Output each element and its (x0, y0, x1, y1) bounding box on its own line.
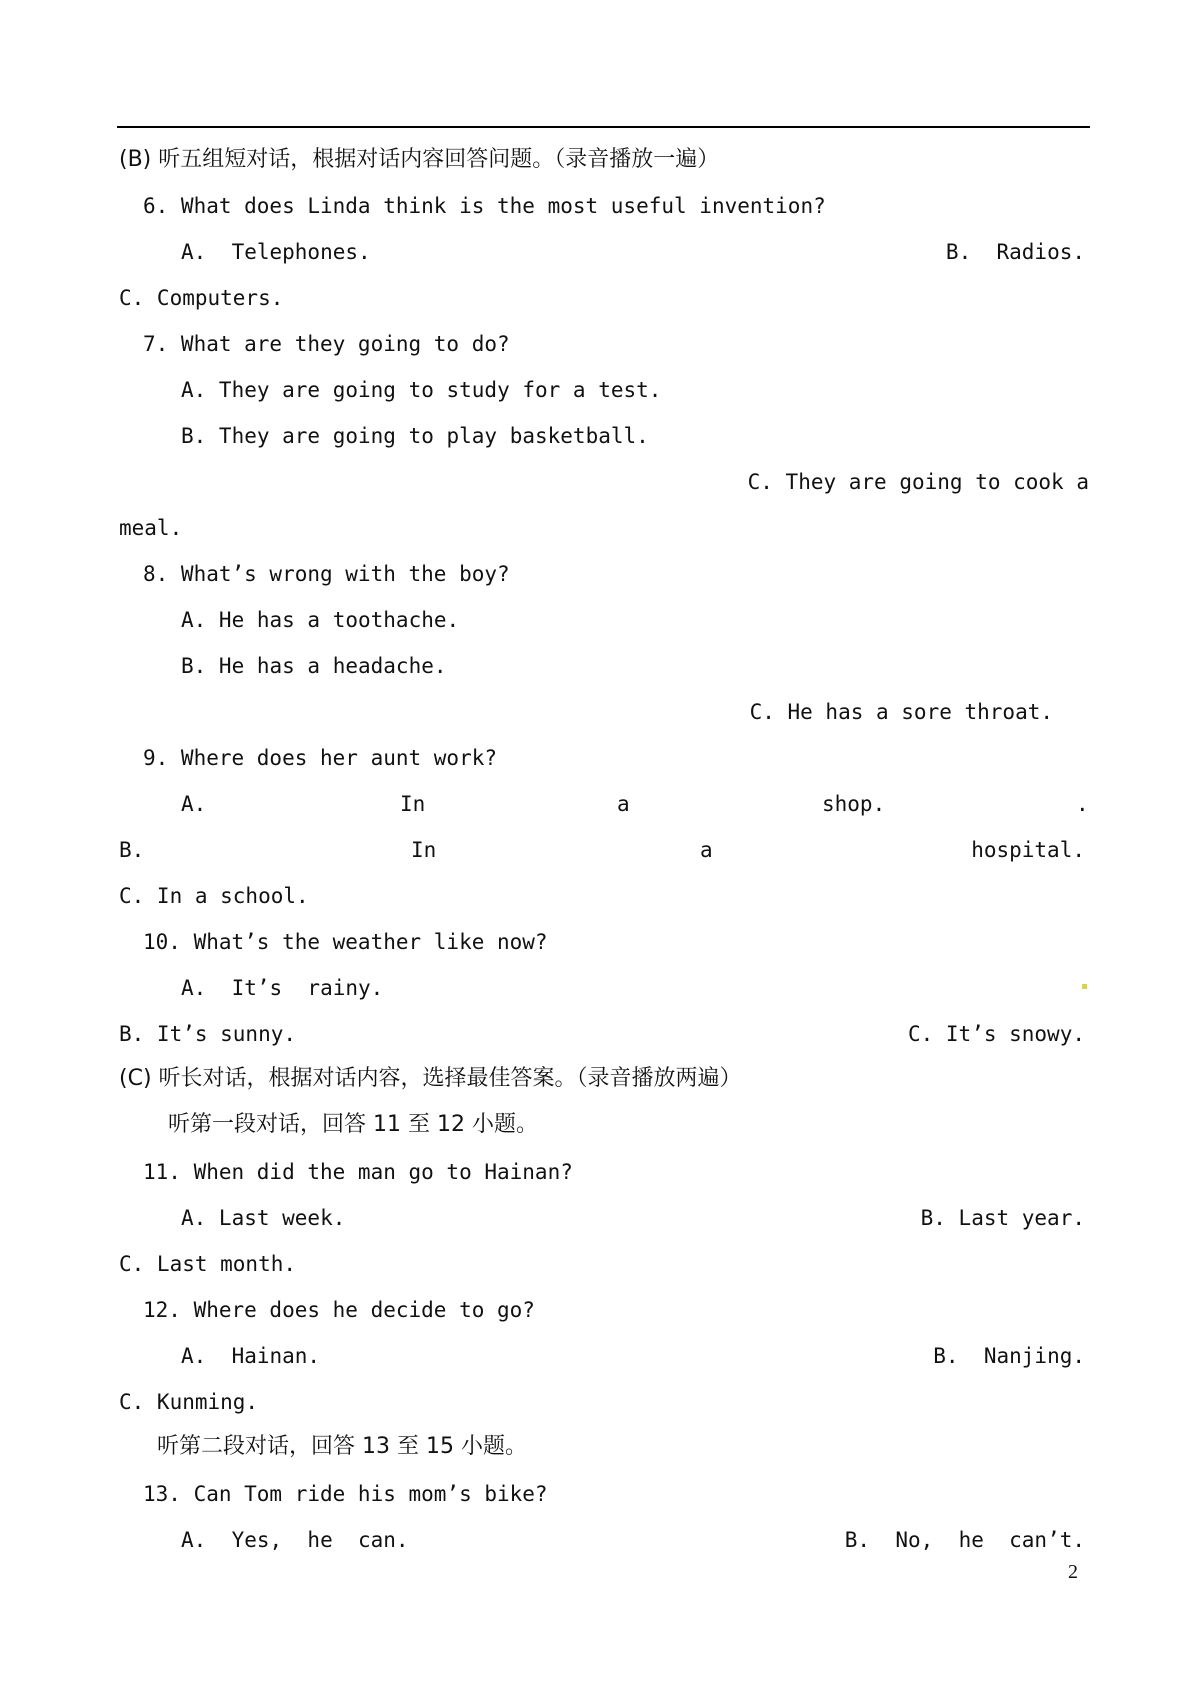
question-10-option-b: B. It’s sunny. (119, 1022, 297, 1046)
question-11-option-c: C. Last month. (119, 1252, 297, 1276)
question-7-stem: 7. What are they going to do? (143, 332, 510, 356)
question-9-option-b-word-in: In (411, 838, 437, 862)
question-7-option-c: C. They are going to cook a (747, 470, 1089, 494)
question-9-option-a-word-shop: shop. (822, 792, 886, 816)
question-7-option-b: B. They are going to play basketball. (181, 424, 649, 448)
question-8-stem: 8. What’s wrong with the boy? (143, 562, 510, 586)
question-8-option-a: A. He has a toothache. (181, 608, 460, 632)
question-8-option-b: B. He has a headache. (181, 654, 447, 678)
header-rule (117, 126, 1090, 128)
question-9-stray-period: . (1076, 792, 1089, 816)
stray-mark (1082, 984, 1087, 989)
question-6-option-a: A. Telephones. (181, 240, 371, 264)
question-13-option-b: B. No, he can’t. (844, 1528, 1085, 1552)
question-10-stem: 10. What’s the weather like now? (143, 930, 548, 954)
question-8-option-c: C. He has a sore throat. (749, 700, 1053, 724)
section-c-heading: (C) 听长对话，根据对话内容，选择最佳答案。（录音播放两遍） (119, 1066, 742, 1091)
dialogue-1-intro: 听第一段对话，回答 11 至 12 小题。 (168, 1112, 538, 1137)
question-12-option-b: B. Nanjing. (933, 1344, 1085, 1368)
question-9-option-b-word-hospital: hospital. (971, 838, 1085, 862)
question-11-option-b: B. Last year. (920, 1206, 1085, 1230)
question-9-option-a-word-in: In (400, 792, 426, 816)
question-6-option-b: B. Radios. (945, 240, 1085, 264)
question-11-stem: 11. When did the man go to Hainan? (143, 1160, 573, 1184)
section-b-heading: (B) 听五组短对话，根据对话内容回答问题。（录音播放一遍） (119, 147, 720, 172)
question-12-stem: 12. Where does he decide to go? (143, 1298, 535, 1322)
question-7-option-a: A. They are going to study for a test. (181, 378, 662, 402)
page-number: 2 (1068, 1561, 1078, 1583)
question-9-stem: 9. Where does her aunt work? (143, 746, 498, 770)
dialogue-2-intro: 听第二段对话，回答 13 至 15 小题。 (157, 1434, 527, 1459)
question-6-option-c: C. Computers. (119, 286, 284, 310)
question-9-option-a-word-a: a (617, 792, 630, 816)
question-9-option-b-letter: B. (119, 838, 145, 862)
question-10-option-c: C. It’s snowy. (907, 1022, 1085, 1046)
question-10-option-a: A. It’s rainy. (181, 976, 384, 1000)
question-6-stem: 6. What does Linda think is the most useful invention? (143, 194, 826, 218)
question-13-option-a: A. Yes, he can. (181, 1528, 409, 1552)
question-11-option-a: A. Last week. (181, 1206, 346, 1230)
question-9-option-c: C. In a school. (119, 884, 309, 908)
question-12-option-c: C. Kunming. (119, 1390, 259, 1414)
question-13-stem: 13. Can Tom ride his mom’s bike? (143, 1482, 548, 1506)
question-9-option-a-letter: A. (181, 792, 207, 816)
question-12-option-a: A. Hainan. (181, 1344, 321, 1368)
question-7-option-c-continued: meal. (119, 516, 183, 540)
question-9-option-b-word-a: a (700, 838, 713, 862)
